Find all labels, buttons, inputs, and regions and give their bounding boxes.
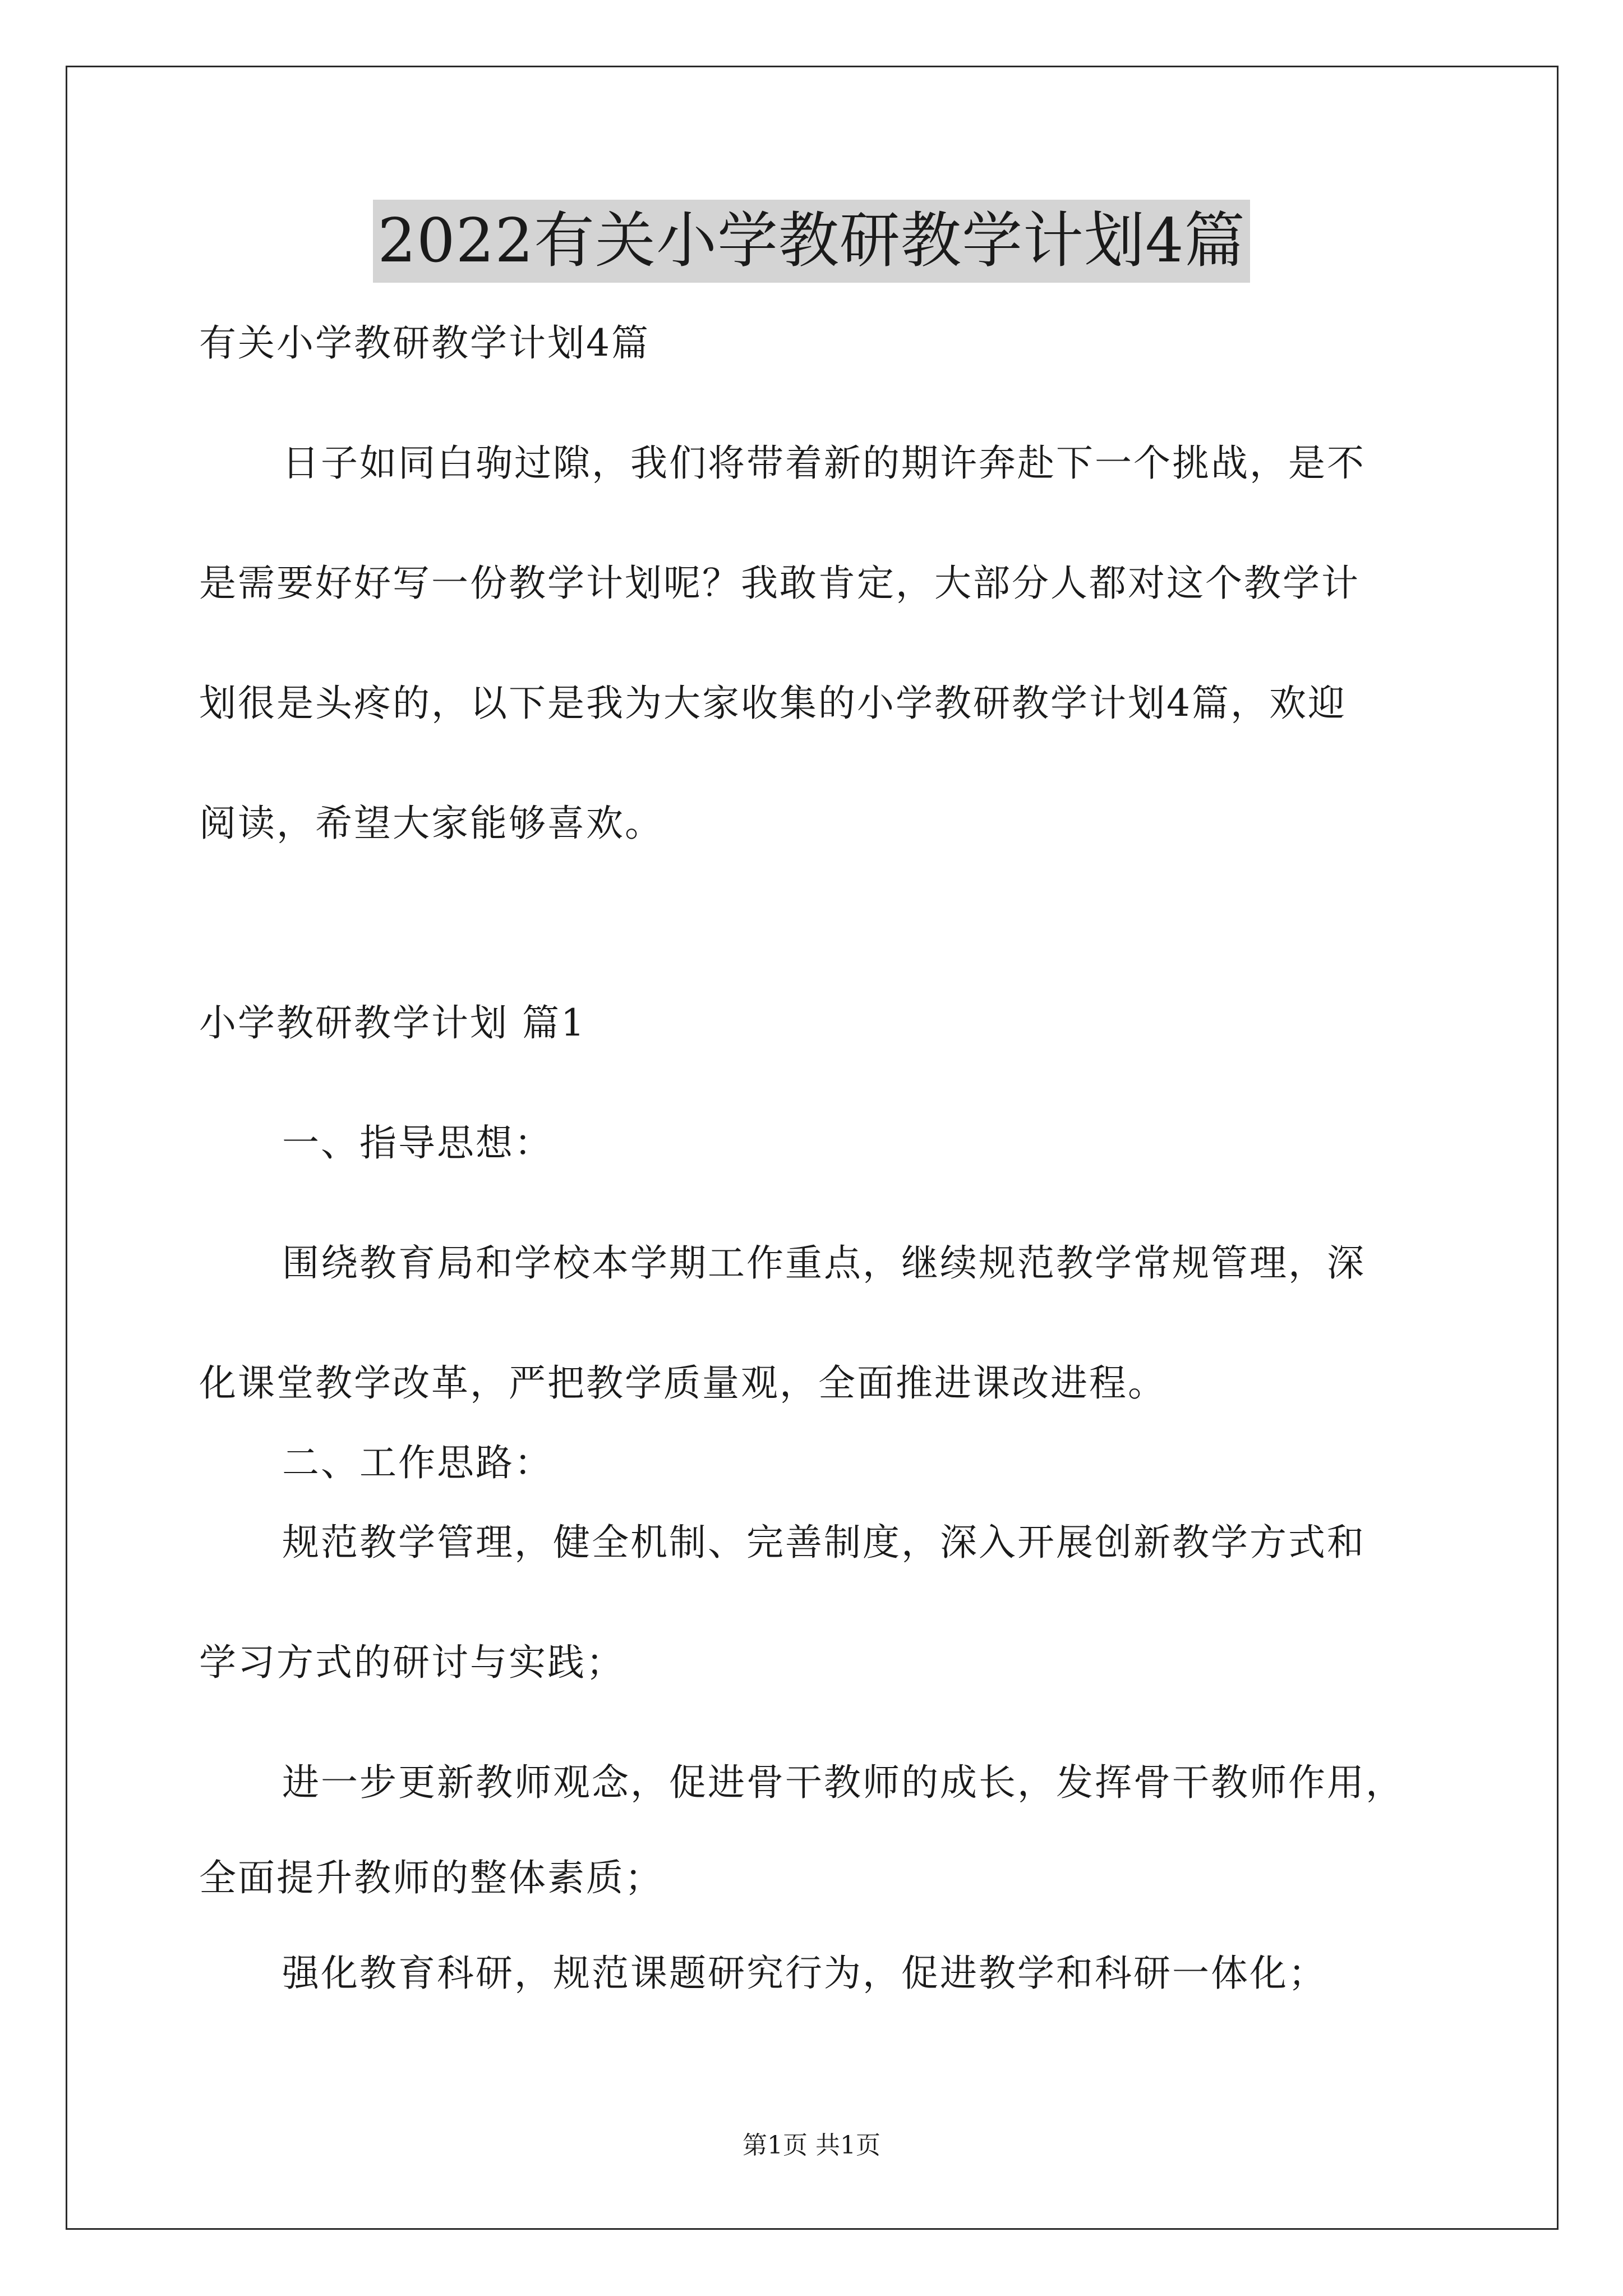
section-line-6: 学习方式的研讨与实践； [199, 1641, 625, 1684]
section-line-5: 规范教学管理，健全机制、完善制度，深入开展创新教学方式和 [282, 1521, 1366, 1564]
section-line-7: 进一步更新教师观念，促进骨干教师的成长，发挥骨干教师作用， [282, 1761, 1404, 1804]
intro-line-4: 阅读，希望大家能够喜欢。 [199, 802, 663, 845]
page-footer: 第1页 共1页 [743, 2131, 880, 2160]
section-line-8: 全面提升教师的整体素质； [199, 1856, 663, 1899]
intro-line-2: 是需要好好写一份教学计划呢？我敢肯定，大部分人都对这个教学计 [199, 562, 1360, 605]
section-line-2: 围绕教育局和学校本学期工作重点，继续规范教学常规管理，深 [282, 1241, 1366, 1285]
intro-line-1: 日子如同白驹过隙，我们将带着新的期许奔赴下一个挑战，是不 [282, 441, 1366, 485]
document-title: 2022有关小学教研教学计划4篇 [373, 200, 1250, 283]
section-heading: 小学教研教学计划 篇1 [199, 1001, 586, 1045]
title-container [0, 200, 1623, 283]
document-subtitle: 有关小学教研教学计划4篇 [199, 321, 650, 365]
section-line-4: 二、工作思路： [282, 1441, 553, 1484]
section-line-9: 强化教育科研，规范课题研究行为，促进教学和科研一体化； [282, 1952, 1327, 1995]
section-line-1: 一、指导思想： [282, 1121, 553, 1165]
intro-line-3: 划很是头疼的，以下是我为大家收集的小学教研教学计划4篇，欢迎 [199, 682, 1347, 725]
section-line-3: 化课堂教学改革，严把教学质量观，全面推进课改进程。 [199, 1361, 1166, 1405]
